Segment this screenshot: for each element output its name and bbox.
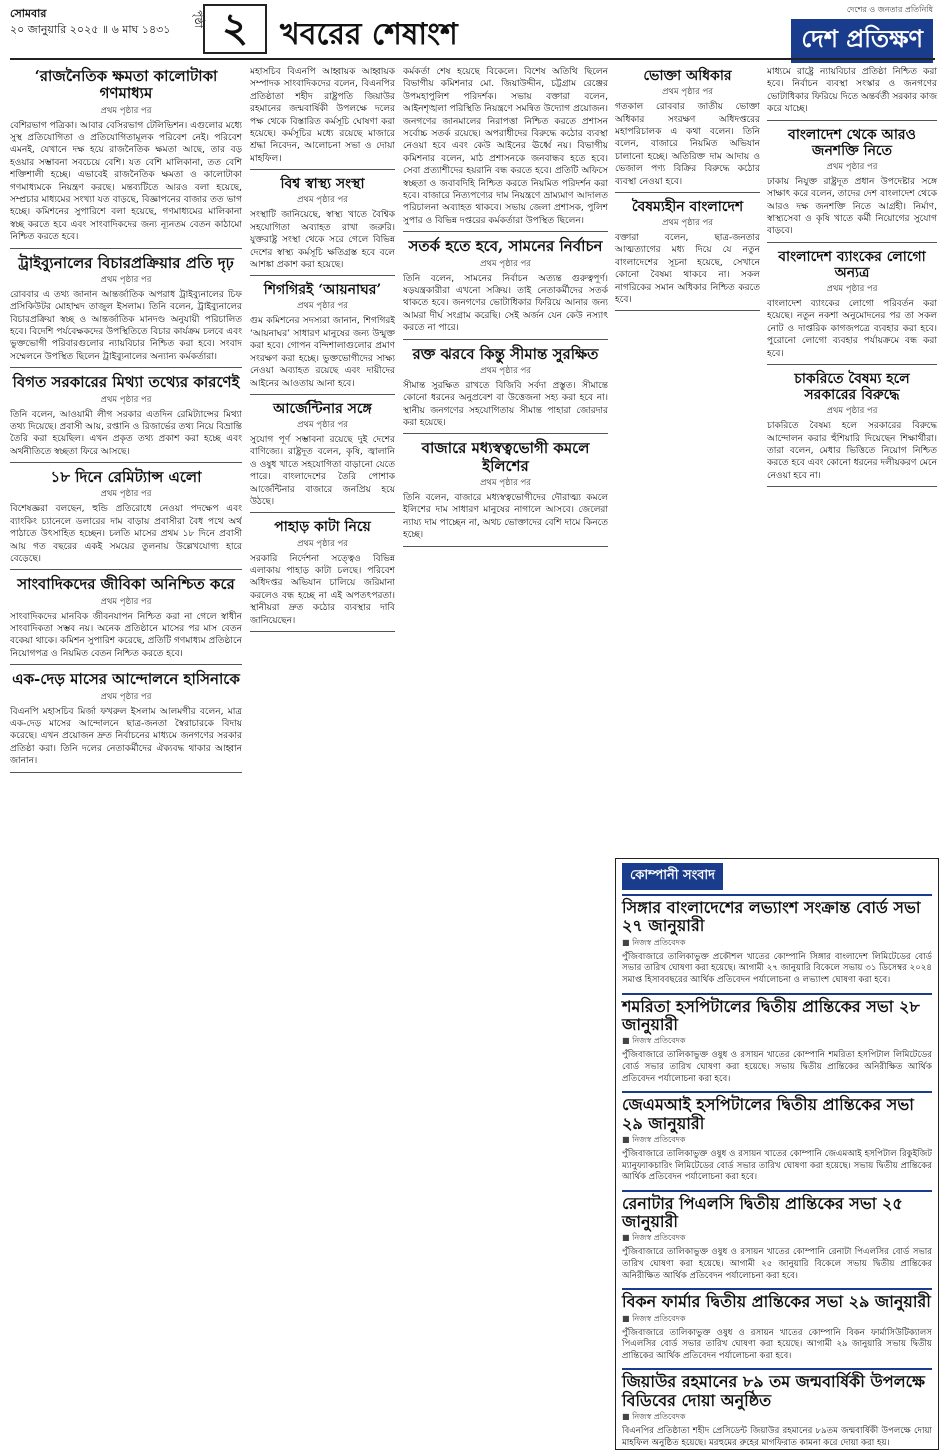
item-top-bar xyxy=(622,894,932,896)
story-headline: পাহাড় কাটা নিয়ে xyxy=(274,519,371,536)
story-byline: প্রথম পৃষ্ঠার পর xyxy=(100,596,152,607)
story-divider xyxy=(10,248,242,249)
story-divider xyxy=(403,231,608,232)
page-word: পৃষ্ঠা xyxy=(192,10,205,28)
company-news-item xyxy=(622,1288,932,1362)
story-divider xyxy=(767,120,937,121)
company-news-item xyxy=(622,1091,932,1184)
story-body: ঢাকায় নিযুক্ত রাষ্ট্রদূত প্রধান উপদেষ্টার সঙ্গে সাক্ষাৎ করে বলেন, তাদের দেশ বাংলাদেশ থেকে আরও দক্ষ জনশক্তি নিতে আগ্রহী। নির্মাণ, স্বাস্থ্যসেবা ও কৃষি খাতে কর্মী নিয়োগের সুযোগ বাড়বে। xyxy=(767,176,937,237)
news-story xyxy=(10,576,242,665)
story-body: সুযোগ পূর্ণ সম্ভাবনা রয়েছে দুই দেশের বাণিজ্যে। রাষ্ট্রদূত বলেন, কৃষি, জ্বালানি ও ওষুধ খাতে সহযোগিতা বাড়ানো যেতে পারে। বাংলাদেশের তৈরি পোশাক আর্জেন্টিনার বাজারে জনপ্রিয় হয়ে উঠছে। xyxy=(250,435,395,508)
story-divider xyxy=(10,664,242,665)
company-news-byline: ■ নিজস্ব প্রতিবেদক xyxy=(622,1412,686,1422)
story-divider xyxy=(403,433,608,434)
story-body: গতকাল রোববার জাতীয় ভোক্তা অধিকার সংরক্ষণ অধিদপ্তরের মহাপরিচালক এ কথা বলেন। তিনি বলেন, বাজারে নিয়মিত অভিযান চালানো হচ্ছে। অতিরিক্ত দাম আদায় ও ভেজাল পণ্য বিক্রির বিরুদ্ধে কঠোর ব্যবস্থা নেওয়া হবে। xyxy=(615,102,760,187)
company-news-title: জিয়াউর রহমানের ৮৯ তম জন্মবার্ষিকী উপলক্ষে বিডিবের দোয়া অনুষ্ঠিত xyxy=(622,1372,926,1410)
masthead-rule xyxy=(10,58,935,60)
story-headline: রক্ত ঝরবে কিন্তু সীমান্ত সুরক্ষিত xyxy=(412,344,599,363)
column-3 xyxy=(403,66,608,1446)
story-body: বক্তারা বলেন, ছাত্র-জনতার আত্মত্যাগের মধ্য দিয়ে যে নতুন বাংলাদেশের সূচনা হয়েছে, সেখানে কোনো বৈষম্য থাকবে না। সকল নাগরিকের সমান অধিকার নিশ্চিত করতে হবে। xyxy=(615,233,760,306)
company-news-item xyxy=(622,993,932,1086)
story-divider xyxy=(615,192,760,193)
section-title: খবরের শেষাংশ xyxy=(280,17,458,52)
news-story xyxy=(767,127,937,243)
news-story xyxy=(10,469,242,570)
company-news-tag: কোম্পানী সংবাদ xyxy=(622,863,723,890)
story-body: মহাসচিব বিএনপি আহ্বায়ক আহ্বায়ক সম্পাদক সাংবাদিকদের বলেন, বিএনপির প্রতিষ্ঠাতা শহীদ রাষ্ট্রপতি জিয়াউর রহমানের জন্মবার্ষিকী উপলক্ষে দলের পক্ষ থেকে বিস্তারিত কর্মসূচি ঘোষণা করা হয়েছে। কর্মসূচির মধ্যে রয়েছে মাজারে শ্রদ্ধা নিবেদন, আলোচনা সভা ও দোয়া মাহফিল। xyxy=(250,67,395,164)
company-news-title: শমরিতা হসপিটালের দ্বিতীয় প্রান্তিকের সভা ২৮ জানুয়ারী xyxy=(622,996,920,1034)
company-news-byline: ■ নিজস্ব প্রতিবেদক xyxy=(622,1036,686,1046)
story-body: তিনি বলেন, সামনের নির্বাচন অত্যন্ত গুরুত্বপূর্ণ। ষড়যন্ত্রকারীরা এখনো সক্রিয়। তাই নেতাকর্মীদের সতর্ক থাকতে হবে। জনগণের ভোটাধিকার ফিরিয়ে আনার জন্য আমরা দীর্ঘ সংগ্রাম করেছি। সেই অর্জন যেন কেউ নস্যাৎ করতে না পারে। xyxy=(403,273,608,334)
company-news-body: পুঁজিবাজারে তালিকাভুক্ত ওষুধ ও রসায়ন খাতের কোম্পানি শমরিতা হসপিটাল লিমিটেডের বোর্ড সভার তারিখ ঘোষণা করা হয়েছে। সভায় দ্বিতীয় প্রান্তিকের অনিরীক্ষিত আর্থিক প্রতিবেদন পর্যালোচনা করা হবে। xyxy=(622,1050,932,1084)
company-news-item xyxy=(622,1190,932,1283)
story-byline: প্রথম পৃষ্ঠার পর xyxy=(297,538,348,549)
story-headline: বাজারে মধ্যস্বত্বভোগী কমলে ইলিশের xyxy=(421,439,590,475)
story-headline: আর্জেন্টিনার সঙ্গে xyxy=(273,400,372,417)
story-byline: প্রথম পৃষ্ঠার পর xyxy=(480,258,531,269)
news-story xyxy=(615,68,760,193)
item-top-bar xyxy=(622,993,932,995)
story-headline: বাংলাদেশ ব্যাংকের লোগো অন্যত্র xyxy=(778,248,926,281)
company-news-body: পুঁজিবাজারে তালিকাভুক্ত প্রকৌশল খাতের কোম্পানি সিঙ্গার বাংলাদেশ লিমিটেডের বোর্ড সভার তারিখ ঘোষণা করা হয়েছে। আগামী ২৭ জানুয়ারি বিকেলে সভায় ৩১ ডিসেম্বর ২০২৪ সমাপ্ত হিসাববছরের আর্থিক প্রতিবেদন পর্যালোচনা ও লভ্যাংশ ঘোষণা করা হবে। xyxy=(622,951,932,985)
story-body: সাংবাদিকদের মানবিক জীবনযাপন নিশ্চিত করা না গেলে স্বাধীন সাংবাদিকতা সম্ভব নয়। অনেক প্রতিষ্ঠানে মাসের পর মাস বেতন বকেয়া থাকে। কমিশন সুপারিশ করেছে, প্রতিটি গণমাধ্যম প্রতিষ্ঠানে নিয়োগপত্র ও নিয়মিত বেতন নিশ্চিত করতে হবে। xyxy=(10,611,242,659)
company-news-item xyxy=(622,894,932,987)
news-story xyxy=(403,238,608,339)
company-news-item xyxy=(622,1368,932,1449)
company-news-byline: ■ নিজস্ব প্রতিবেদক xyxy=(622,1313,686,1323)
story-body: মাধ্যমে রাষ্ট্রে ন্যায়বিচার প্রতিষ্ঠা নিশ্চিত করা হবে। নির্বাচন ব্যবস্থা সংস্কার ও জনগণের ভোটাধিকার ফিরিয়ে দিতে অন্তর্বর্তী সরকার কাজ করে যাচ্ছে। xyxy=(767,67,937,115)
story-divider xyxy=(767,242,937,243)
story-divider xyxy=(403,339,608,340)
story-body: কর্মকর্তা শেষ হয়েছে বিকেলে। বিশেষ অতিথি ছিলেন বিভাগীয় কমিশনার মো. জিয়াউদ্দীন, চট্টগ্রাম রেঞ্জের উপমহাপুলিশ পরিদর্শক। সভায় বক্তারা বলেন, আইনশৃঙ্খলা পরিস্থিতি নিয়ন্ত্রণে সমন্বিত উদ্যোগ প্রয়োজন। জনগণের জানমালের নিরাপত্তা নিশ্চিত করতে প্রশাসন সর্বোচ্চ সতর্ক রয়েছে। অপরাধীদের বিরুদ্ধে কঠোর ব্যবস্থা নেওয়া হবে এবং কেউ আইনের ঊর্ধ্বে নয়। বিভাগীয় কমিশনার বলেন, মাঠ প্রশাসনকে জনবান্ধব হতে হবে। সেবা প্রত্যাশীদের হয়রানি বন্ধ করতে হবে। প্রতিটি অফিসে স্বচ্ছতা ও জবাবদিহি নিশ্চিত করতে নিয়মিত পরিদর্শন করা হবে। বাজারে নিত্যপণ্যের দাম নিয়ন্ত্রণে ভ্রাম্যমাণ আদালত পরিচালনা অব্যাহত থাকবে। সভায় জেলা প্রশাসক, পুলিশ সুপার ও বিভিন্ন দপ্তরের কর্মকর্তারা উপস্থিত ছিলেন। xyxy=(403,67,608,226)
column-4 xyxy=(615,66,760,851)
item-top-bar xyxy=(622,1190,932,1192)
company-news-title: রেনাটার পিএলসি দ্বিতীয় প্রান্তিকের সভা ২৫ জানুয়ারী xyxy=(622,1193,903,1232)
story-body: সরকারি নির্দেশনা সত্ত্বেও বিভিন্ন এলাকায় পাহাড় কাটা চলছে। পরিবেশ অধিদপ্তর অভিযান চালিয়ে জরিমানা করলেও বন্ধ হচ্ছে না এই অপতৎপরতা। স্থানীয়রা দ্রুত কঠোর ব্যবস্থার দাবি জানিয়েছেন। xyxy=(250,553,395,626)
story-byline: প্রথম পৃষ্ঠার পর xyxy=(100,691,152,702)
news-story xyxy=(403,346,608,435)
news-story xyxy=(250,66,395,170)
page-number: ২ xyxy=(203,4,267,54)
item-top-bar xyxy=(622,1288,932,1290)
story-body: গুম কমিশনের সদস্যরা জানান, শিগগিরই ‘আয়নাঘর’ সাধারণ মানুষের জন্য উন্মুক্ত করা হবে। গোপন বন্দিশালাগুলোর প্রমাণ সংরক্ষণ করা হচ্ছে। ভুক্তভোগীদের সাক্ষ্য নেওয়া অব্যাহত রয়েছে এবং দায়ীদের আইনের আওতায় আনা হবে। xyxy=(250,316,395,389)
story-byline: প্রথম পৃষ্ঠার পর xyxy=(297,195,348,206)
story-body: চাকরিতে বৈষম্য হলে সরকারের বিরুদ্ধে আন্দোলন করার হুঁশিয়ারি দিয়েছেন শিক্ষার্থীরা। তারা বলেন, মেধার ভিত্তিতে নিয়োগ নিশ্চিত করতে হবে এবং কোনো ধরনের দলীয়করণ মেনে নেওয়া হবে না। xyxy=(767,421,937,481)
date-text: ২০ জানুয়ারি ২০২৫ ॥ ৬ মাঘ ১৪৩১ xyxy=(10,23,171,36)
column-2 xyxy=(250,66,395,1446)
news-story xyxy=(10,671,242,772)
company-news-title: বিকন ফার্মার দ্বিতীয় প্রান্তিকের সভা ২৯ জানুয়ারী xyxy=(622,1292,931,1312)
story-body: তিনি বলেন, বাজারে মধ্যস্বত্বভোগীদের দৌরাত্ম্য কমলে ইলিশের দাম সাধারণ মানুষের নাগালে আসবে। জেলেরা ন্যায্য দাম পাচ্ছেন না, অথচ ভোক্তাদের বেশি দামে কিনতে হচ্ছে। xyxy=(403,492,608,541)
company-news-body: পুঁজিবাজারে তালিকাভুক্ত ওষুধ ও রসায়ন খাতের কোম্পানি জেএমআই হসপিটাল রিকুইজিট ম্যানুফ্যাকচারিং লিমিটেডের বোর্ড সভার তারিখ ঘোষণা করা হয়েছে। সভায় দ্বিতীয় প্রান্তিকের আর্থিক প্রতিবেদন পর্যালোচনা করা হবে। xyxy=(622,1148,932,1183)
story-divider xyxy=(10,569,242,570)
story-divider xyxy=(615,310,760,311)
story-body: বেশিরভাগ পত্রিকা। আবার বেসিরভাগ টেলিভিশন। এগুলোর মধ্যে সুস্থ প্রতিযোগিতা ও প্রতিযোগিতামূলক পরিবেশ নেই। পরিবেশ এমনই, যেখানে দক্ষ হয়ে রাজনৈতিক ক্ষমতা আছে, তার বড় হওয়ার সম্ভাবনা সবচেয়ে বেশি। যত বেশি মালিকানা, তত বেশি শক্তিশালী হচ্ছে। এভাবেই রাজনৈতিক ক্ষমতা ও কালোটাকা গণমাধ্যমকে নিয়ন্ত্রণ করছে। মন্তব্যটিতে আরও বলা হয়েছে, সম্প্রচার মাধ্যমের সংখ্যা যত বাড়ছে, বিজ্ঞাপনের বাজার তত ভাগ হচ্ছে। কমিশনের সুপারিশে বলা হয়েছে, গণমাধ্যমের মালিকানা স্বচ্ছ করতে হবে এবং সাংবাদিকদের জন্য ন্যূনতম বেতন কাঠামো নিশ্চিত করতে হবে। xyxy=(10,120,242,243)
story-divider xyxy=(250,169,395,170)
news-story xyxy=(403,66,608,232)
dateline xyxy=(10,6,170,38)
news-story xyxy=(767,66,937,121)
story-divider xyxy=(250,394,395,395)
news-story xyxy=(10,255,242,369)
story-divider xyxy=(403,546,608,547)
story-headline: সাংবাদিকদের জীবিকা অনিশ্চিত করে xyxy=(17,575,235,594)
company-news-title: সিঙ্গার বাংলাদেশের লভ্যাংশ সংক্রান্ত বোর্ড সভা ২৭ জানুয়ারী xyxy=(622,898,921,936)
news-story xyxy=(250,176,395,276)
story-headline: সতর্ক হতে হবে, সামনের নির্বাচন xyxy=(408,237,603,256)
story-byline: প্রথম পৃষ্ঠার পর xyxy=(480,477,531,488)
story-byline: প্রথম পৃষ্ঠার পর xyxy=(297,301,348,312)
story-headline: চাকরিতে বৈষম্য হলে সরকারের বিরুদ্ধে xyxy=(794,371,910,404)
company-news-body: পুঁজিবাজারে তালিকাভুক্ত ওষুধ ও রসায়ন খাতের কোম্পানি বিকন ফার্মাসিউটিক্যালস পিএলসির বোর্ড সভার তারিখ ঘোষণা করা হয়েছে। আগামী ২৯ জানুয়ারি সভায় দ্বিতীয় প্রান্তিকের আর্থিক প্রতিবেদন পর্যালোচনা করা হবে। xyxy=(622,1327,932,1361)
story-divider xyxy=(250,275,395,276)
story-byline: প্রথম পৃষ্ঠার পর xyxy=(826,161,878,172)
story-byline: প্রথম পৃষ্ঠার পর xyxy=(826,406,878,417)
column-5 xyxy=(767,66,937,851)
company-news-body: পুঁজিবাজারে তালিকাভুক্ত ওষুধ ও রসায়ন খাতের কোম্পানি রেনাটা পিএলসির বোর্ড সভার তারিখ ঘোষণা করা হয়েছে। আগামী ২৫ জানুয়ারি বিকেলে সভায় দ্বিতীয় প্রান্তিকের অনিরীক্ষিত আর্থিক প্রতিবেদন পর্যালোচনা করা হবে। xyxy=(622,1247,932,1281)
story-body: সংস্থাটি জানিয়েছে, স্বাস্থ্য খাতে বৈশ্বিক সহযোগিতা অব্যাহত রাখা জরুরি। যুক্তরাষ্ট্র সংস্থা থেকে সরে গেলে বিভিন্ন দেশের স্বাস্থ্য কর্মসূচি ক্ষতিগ্রস্ত হবে বলে আশঙ্কা প্রকাশ করা হয়েছে। xyxy=(250,210,395,270)
company-news-title: জেএমআই হসপিটালের দ্বিতীয় প্রান্তিকের সভা ২৯ জানুয়ারী xyxy=(622,1095,914,1133)
story-divider xyxy=(767,486,937,487)
story-headline: বিগত সরকারের মিথ্যা তথ্যের কারণেই xyxy=(12,373,240,392)
story-body: সীমান্ত সুরক্ষিত রাখতে বিজিবি সর্বদা প্রস্তুত। সীমান্তে কোনো ধরনের অনুপ্রবেশ বা উত্তেজনা সহ্য করা হবে না। স্থানীয় জনগণের সহযোগিতায় সীমান্ত পাহারা জোরদার করা হয়েছে। xyxy=(403,380,608,429)
story-headline: বাংলাদেশ থেকে আরও জনশক্তি নিতে xyxy=(788,126,916,159)
story-headline: শিগগিরই ‘আয়নাঘর’ xyxy=(263,282,382,299)
item-top-bar xyxy=(622,1368,932,1370)
masthead xyxy=(0,0,945,58)
story-divider xyxy=(250,631,395,632)
company-news-body: বিএনপির প্রতিষ্ঠাতা শহীদ প্রেসিডেন্ট জিয়াউর রহমানের ৮৯তম জন্মবার্ষিকী উপলক্ষে দোয়া মাহফিল অনুষ্ঠিত হয়েছে। মরহুমের রুহের মাগফিরাত কামনা করে দোয়া করা হয়। xyxy=(622,1426,932,1448)
story-byline: প্রথম পৃষ্ঠার পর xyxy=(100,394,152,405)
story-divider xyxy=(10,462,242,463)
story-byline: প্রথম পৃষ্ঠার পর xyxy=(297,420,348,430)
news-story xyxy=(767,249,937,365)
company-news-byline: ■ নিজস্ব প্রতিবেদক xyxy=(622,1233,686,1243)
story-byline: প্রথম পৃষ্ঠার পর xyxy=(100,489,152,500)
company-news-byline: ■ নিজস্ব প্রতিবেদক xyxy=(622,1134,686,1144)
story-body: রোববার এ তথ্য জানান আন্তর্জাতিক অপরাধ ট্রাইব্যুনালের চিফ প্রসিকিউটর মোহাম্মদ তাজুল ইসলাম। তিনি বলেন, ট্রাইব্যুনালের বিচারপ্রক্রিয়া স্বচ্ছ ও আন্তর্জাতিক মানদণ্ড অনুযায়ী পরিচালিত হবে। বিদেশি পর্যবেক্ষকদের উপস্থিতিতে বিচার কার্যক্রম চলবে এবং ভুক্তভোগী পরিবারগুলোর ন্যায়বিচার নিশ্চিত করা হবে। সংবাদ সম্মেলনে উপস্থিত ছিলেন ট্রাইব্যুনালের অন্যান্য কর্মকর্তারা। xyxy=(10,289,242,362)
logo-brand: দেশ প্রতিক্ষণ xyxy=(791,19,933,63)
news-story xyxy=(10,374,242,463)
story-divider xyxy=(250,512,395,513)
story-byline: প্রথম পৃষ্ঠার পর xyxy=(826,284,878,295)
story-headline: বৈষম্যহীন বাংলাদেশ xyxy=(631,198,744,215)
story-byline: প্রথম পৃষ্ঠার পর xyxy=(662,218,713,229)
story-divider xyxy=(10,772,242,773)
story-body: বিএনপি মহাসচিব মির্জা ফখরুল ইসলাম আলমগীর বলেন, মাত্র এক-দেড় মাসের আন্দোলনে ছাত্র-জনতা স্বৈরাচারকে বিদায় করেছে। এখন প্রয়োজন দ্রুত নির্বাচনের মাধ্যমে জনগণের সরকার প্রতিষ্ঠা করা। তিনি দলের নেতাকর্মীদের ঐক্যবদ্ধ থাকার আহ্বান জানান। xyxy=(10,706,242,767)
newspaper-logo xyxy=(791,4,933,63)
story-divider xyxy=(767,364,937,365)
story-headline: ভোক্তা অধিকার xyxy=(643,68,732,84)
news-story xyxy=(403,440,608,546)
news-story xyxy=(615,199,760,312)
story-byline: প্রথম পৃষ্ঠার পর xyxy=(100,274,152,285)
news-story xyxy=(250,282,395,395)
story-body: বাংলাদেশ ব্যাংকের লোগো পরিবর্তন করা হয়েছে। নতুন নকশা অনুমোদনের পর তা সকল নোট ও দাপ্তরিক কাগজপত্রে ব্যবহার করা হবে। পুরোনো লোগো ব্যবহার পর্যায়ক্রমে বন্ধ করা হবে। xyxy=(767,299,937,359)
logo-tagline: দেশের ও জনতার প্রতিনিধি xyxy=(846,5,933,14)
news-story xyxy=(250,519,395,632)
story-byline: প্রথম পৃষ্ঠার পর xyxy=(480,365,531,376)
story-byline: প্রথম পৃষ্ঠার পর xyxy=(662,87,713,98)
news-story xyxy=(767,371,937,487)
news-story xyxy=(250,401,395,514)
story-body: তিনি বলেন, আওয়ামী লীগ সরকার এতদিন রেমিট্যান্সের মিথ্যা তথ্য দিয়েছে। প্রবাসী আয়, রপ্তানি ও রিজার্ভের তথ্য নিয়ে বিভ্রান্তি তৈরি করা হয়েছিল। এখন প্রকৃত তথ্য প্রকাশ করা হচ্ছে এবং অর্থনীতিতে স্বচ্ছতা ফিরে আসছে। xyxy=(10,409,242,457)
story-divider xyxy=(10,367,242,368)
column-1 xyxy=(10,66,242,1446)
item-top-bar xyxy=(622,1091,932,1093)
story-headline: এক-দেড় মাসের আন্দোলনে হাসিনাকে xyxy=(12,670,240,689)
story-headline: ১৮ দিনে রেমিট্যান্স এলো xyxy=(50,468,202,487)
news-story xyxy=(10,68,242,249)
story-byline: প্রথম পৃষ্ঠার পর xyxy=(100,105,152,116)
story-headline: বিশ্ব স্বাস্থ্য সংস্থা xyxy=(280,176,365,193)
story-headline: ‘রাজনৈতিক ক্ষমতা কালোটাকা গণমাধ্যম xyxy=(34,67,218,103)
story-body: বিশেষজ্ঞরা বলছেন, হুন্ডি প্রতিরোধে নেওয়া পদক্ষেপ এবং ব্যাংকিং চ্যানেলে ডলারের দাম বাড়ায় প্রবাসীরা বৈধ পথে অর্থ পাঠাতে উৎসাহিত হচ্ছেন। চলতি মাসের প্রথম ১৮ দিনে প্রবাসী আয় গত বছরের একই সময়ের তুলনায় উল্লেখযোগ্য হারে বেড়েছে। xyxy=(10,504,242,564)
company-news-box xyxy=(615,858,939,1450)
company-news-byline: ■ নিজস্ব প্রতিবেদক xyxy=(622,937,686,947)
story-headline: ট্রাইব্যুনালের বিচারপ্রক্রিয়ার প্রতি দৃঢ় xyxy=(18,253,234,272)
weekday: সোমবার xyxy=(10,7,47,20)
